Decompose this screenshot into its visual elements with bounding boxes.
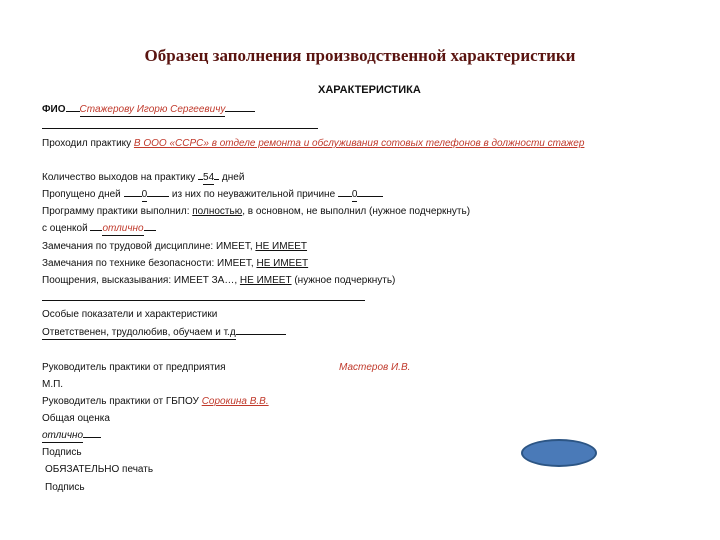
signature-label-1: Подпись	[42, 447, 82, 458]
special-label: Особые показатели и характеристики	[42, 309, 218, 320]
discipline-value: НЕ ИМЕЕТ	[255, 241, 308, 252]
fio-label: ФИО	[42, 104, 66, 115]
program-rest: , в основном, не выполнил (нужное подчеркнуть)	[242, 206, 471, 217]
blank-rule-2	[42, 300, 365, 301]
company-head-label: Руководитель практики от предприятия	[42, 362, 226, 373]
overall-label: Общая оценка	[42, 413, 110, 424]
fio-line	[42, 103, 255, 117]
grade-line	[42, 222, 156, 236]
special-line	[42, 326, 286, 340]
missed-line	[42, 188, 383, 202]
practice-value: В ООО «ССРС» в отделе ремонта и обслуживания сотовых телефонов в должности стажер	[133, 138, 585, 149]
overall-line	[42, 429, 101, 443]
company-head-signature: Мастеров И.В.	[339, 362, 411, 373]
safety-label: Замечания по технике безопасности: ИМЕЕТ,	[42, 258, 257, 269]
stamp-label: М.П.	[42, 379, 64, 390]
overall-value: отлично	[42, 430, 84, 441]
exits-label: Количество выходов на практику	[42, 172, 199, 183]
rewards-suffix: (нужное подчеркнуть)	[291, 275, 396, 286]
exits-suffix: дней	[219, 172, 245, 183]
signature-label-2: Подпись	[45, 482, 85, 493]
blank-rule-1	[42, 128, 318, 129]
missed-middle: из них по неуважительной причине	[169, 189, 338, 200]
fio-value: Стажерову Игорю Сергеевичу	[79, 104, 226, 115]
missed-value: 0	[141, 189, 148, 200]
safety-value: НЕ ИМЕЕТ	[256, 258, 309, 269]
missed-value2: 0	[351, 189, 358, 200]
grade-value: отлично	[102, 223, 144, 234]
special-value: Ответственен, трудолюбив, обучаем и т.д	[42, 327, 236, 338]
discipline-label: Замечания по трудовой дисциплине: ИМЕЕТ,	[42, 241, 256, 252]
missed-label: Пропущено дней	[42, 189, 124, 200]
college-head-line	[42, 395, 269, 408]
practice-line	[42, 137, 584, 150]
rewards-line	[42, 274, 395, 287]
program-option-full: полностью	[192, 206, 243, 217]
seal-stamp	[521, 439, 597, 467]
exits-line	[42, 171, 244, 185]
rewards-label: Поощрения, высказывания: ИМЕЕТ ЗА…,	[42, 275, 240, 286]
page-title: Образец заполнения производственной характеристики	[144, 46, 576, 65]
exits-value: 54	[203, 172, 215, 183]
safety-line	[42, 257, 308, 270]
program-line	[42, 205, 470, 218]
discipline-line	[42, 240, 307, 253]
grade-label: с оценкой	[42, 223, 91, 234]
college-head-label: Руководитель практики от ГБПОУ	[42, 396, 202, 407]
college-head-value: Сорокина В.В.	[201, 396, 269, 407]
rewards-value: НЕ ИМЕЕТ	[239, 275, 292, 286]
program-label: Программу практики выполнил:	[42, 206, 193, 217]
practice-label: Проходил практику	[42, 138, 134, 149]
seal-note: ОБЯЗАТЕЛЬНО печать	[45, 464, 154, 475]
document-heading: ХАРАКТЕРИСТИКА	[318, 84, 421, 96]
